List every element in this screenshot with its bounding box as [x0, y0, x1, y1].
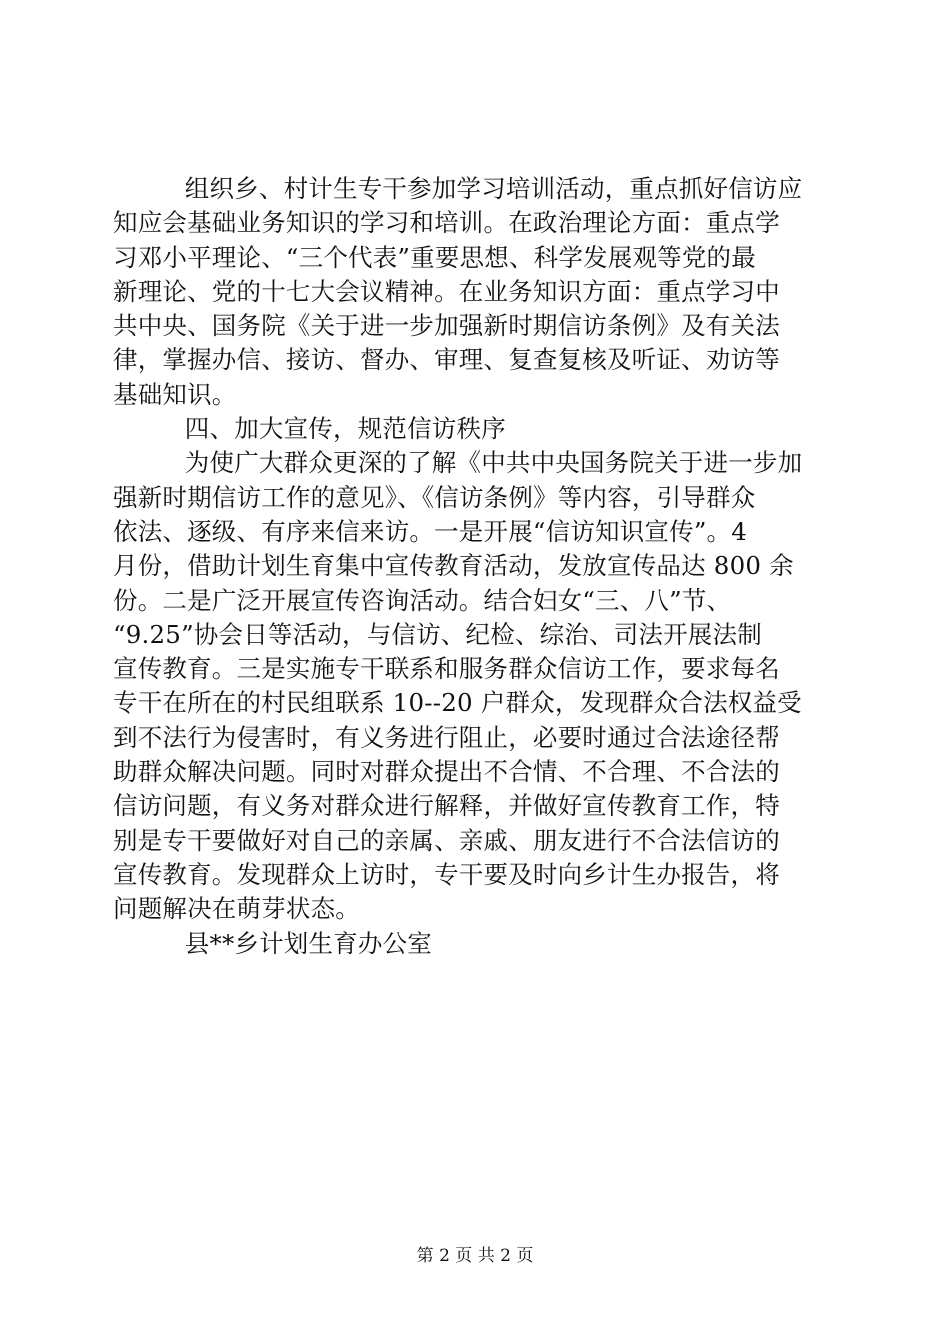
text-line: 宣传教育。三是实施专干联系和服务群众信访工作，要求每名	[113, 654, 780, 684]
text-line: 助群众解决问题。同时对群众提出不合情、不合理、不合法的	[113, 757, 780, 787]
text-line: 专干在所在的村民组联系 10--20 户群众，发现群众合法权益受	[113, 688, 802, 718]
page-number: 第 2 页 共 2 页	[416, 1246, 534, 1266]
text-line: 别是专干要做好对自己的亲属、亲戚、朋友进行不合法信访的	[113, 825, 780, 855]
text-line: 习邓小平理论、“三个代表”重要思想、科学发展观等党的最	[113, 242, 756, 272]
text-line: 份。二是广泛开展宣传咨询活动。结合妇女“三、八”节、	[113, 585, 732, 615]
text-line: 问题解决在萌芽状态。	[113, 894, 360, 924]
signature: 县**乡计划生育办公室	[184, 928, 432, 958]
text-line: 组织乡、村计生专干参加学习培训活动，重点抓好信访应	[184, 174, 803, 203]
text-line: 为使广大群众更深的了解《中共中央国务院关于进一步加	[184, 448, 803, 478]
section-heading: 四、加大宣传，规范信访秩序	[184, 414, 506, 444]
text-line: 依法、逐级、有序来信来访。一是开展“信访知识宣传”。4	[113, 516, 748, 546]
text-line: 月份，借助计划生育集中宣传教育活动，发放宣传品达 800 余	[113, 551, 794, 581]
text-line: “9.25”协会日等活动，与信访、纪检、综治、司法开展法制	[113, 619, 762, 649]
text-line: 基础知识。	[113, 379, 237, 409]
text-line: 到不法行为侵害时，有义务进行阻止，必要时通过合法途径帮	[113, 722, 780, 752]
text-line: 律，掌握办信、接访、督办、审理、复查复核及听证、劝访等	[113, 345, 780, 375]
text-line: 信访问题，有义务对群众进行解释，并做好宣传教育工作，特	[113, 791, 780, 821]
paragraph-publicity	[113, 446, 815, 926]
paragraph-training	[113, 172, 815, 412]
text-line: 宣传教育。发现群众上访时，专干要及时向乡计生办报告，将	[113, 859, 780, 889]
text-line: 新理论、党的十七大会议精神。在业务知识方面：重点学习中	[113, 276, 780, 306]
text-line: 知应会基础业务知识的学习和培训。在政治理论方面：重点学	[113, 208, 780, 238]
document-body	[113, 172, 815, 961]
text-line: 强新时期信访工作的意见》、《信访条例》等内容，引导群众	[113, 482, 756, 512]
text-line: 共中央、国务院《关于进一步加强新时期信访条例》及有关法	[113, 311, 780, 341]
